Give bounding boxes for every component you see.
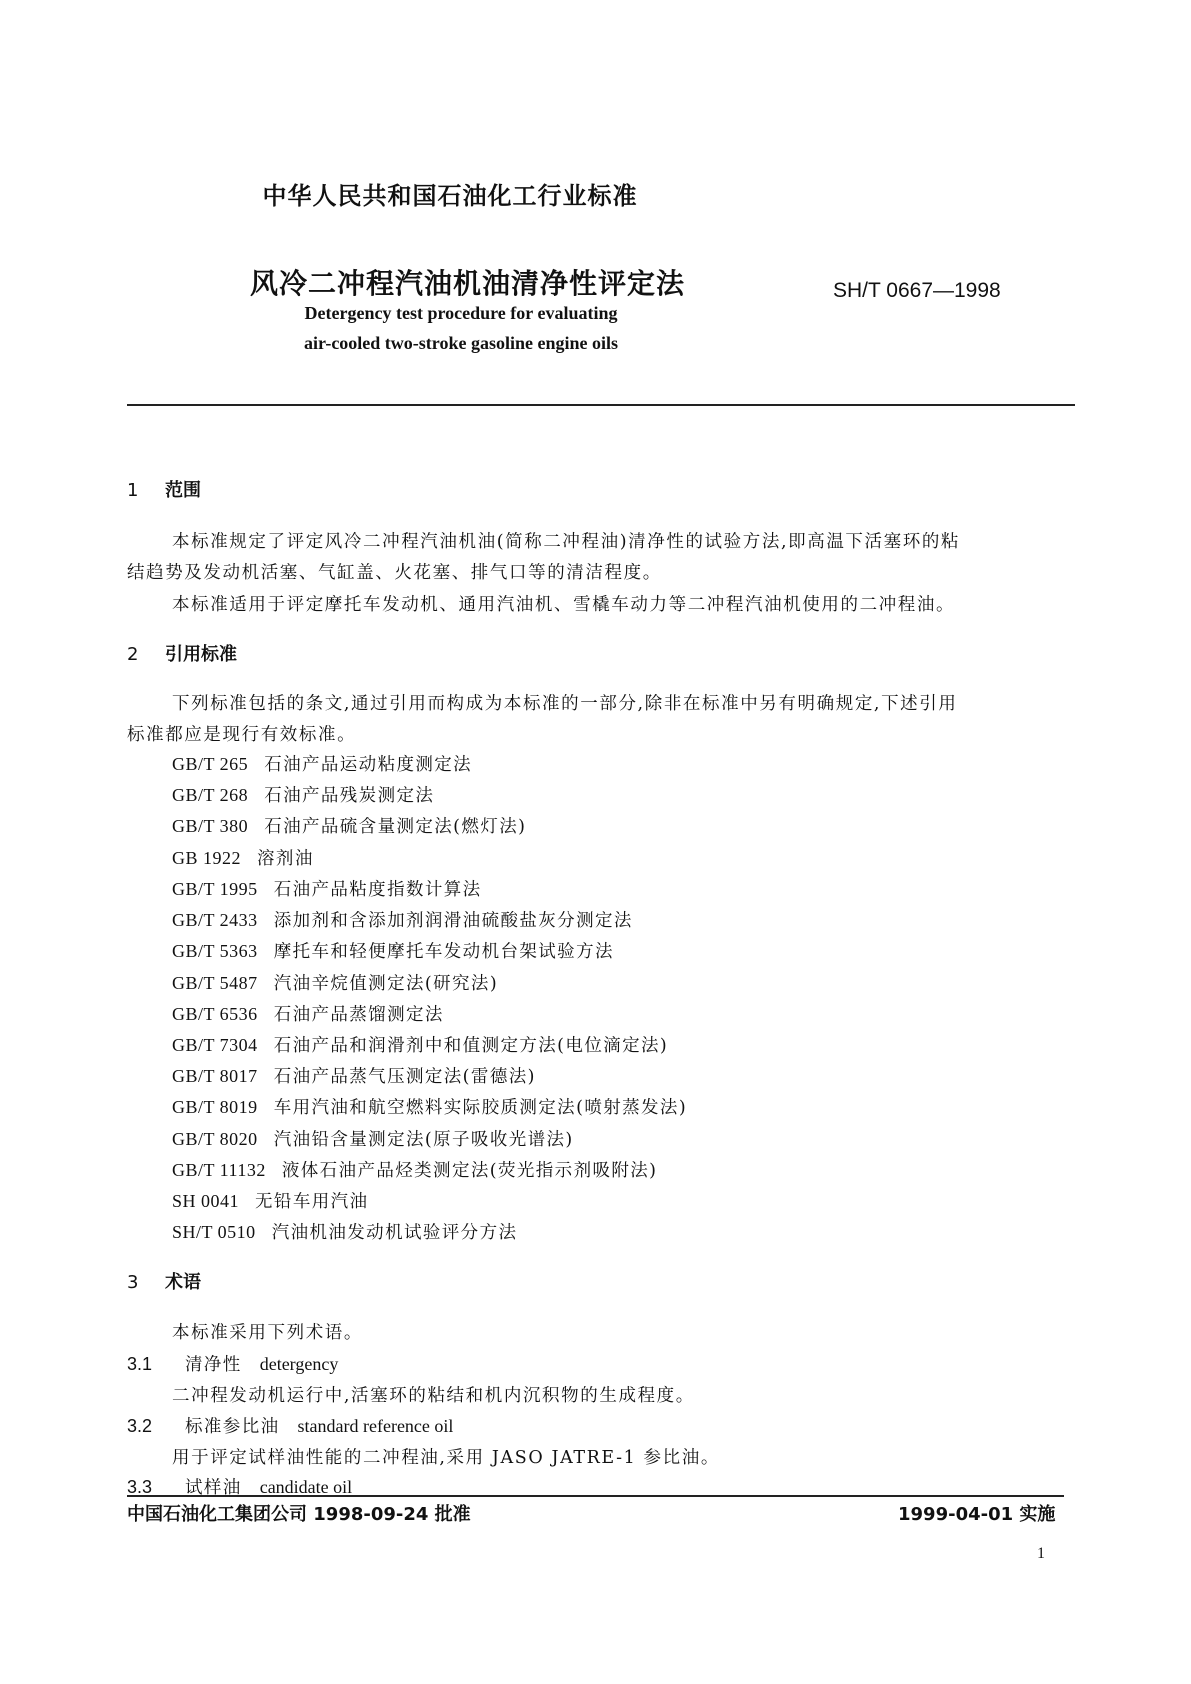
reference-title: 车用汽油和航空燃料实际胶质测定法(喷射蒸发法) <box>273 1098 688 1118</box>
section-title: 引用标准 <box>165 644 237 665</box>
reference-item <box>172 1001 444 1026</box>
reference-code: SH/T 0510 <box>172 1222 256 1242</box>
term-english: candidate oil <box>259 1477 353 1497</box>
reference-code: GB/T 7304 <box>172 1035 258 1055</box>
term-number: 3.3 <box>127 1477 153 1497</box>
section-number: 3 <box>127 1272 139 1293</box>
reference-title: 汽油机油发动机试验评分方法 <box>271 1223 518 1243</box>
reference-title: 石油产品运动粘度测定法 <box>264 755 473 775</box>
reference-title: 石油产品蒸气压测定法(雷德法) <box>273 1067 536 1087</box>
reference-code: GB/T 8019 <box>172 1097 258 1117</box>
scope-paragraph-1-line-2: 结趋势及发动机活塞、气缸盖、火花塞、排气口等的清洁程度。 <box>127 563 662 583</box>
reference-title: 石油产品粘度指数计算法 <box>273 880 482 900</box>
page-number: 1 <box>1037 1545 1045 1562</box>
term-chinese: 标准参比油 <box>185 1417 280 1437</box>
approval-line: 中国石油化工集团公司 1998-09-24 批准 <box>127 1504 471 1525</box>
reference-title: 石油产品蒸馏测定法 <box>273 1005 444 1025</box>
section-title: 范围 <box>165 480 201 501</box>
footer-rule <box>127 1495 1064 1497</box>
reference-code: GB/T 5363 <box>172 941 258 961</box>
reference-item <box>172 1094 687 1119</box>
standard-code: SH/T 0667—1998 <box>833 279 1001 302</box>
term-english: detergency <box>259 1354 339 1374</box>
reference-title: 石油产品残炭测定法 <box>264 786 435 806</box>
term-item <box>127 1351 338 1376</box>
term-chinese: 试样油 <box>185 1478 242 1498</box>
reference-code: GB/T 380 <box>172 816 249 836</box>
reference-item <box>172 1126 574 1151</box>
reference-title: 液体石油产品烃类测定法(荧光指示剂吸附法) <box>281 1161 658 1181</box>
section-number: 1 <box>127 480 139 501</box>
reference-item <box>172 1032 668 1057</box>
reference-code: SH 0041 <box>172 1191 240 1211</box>
reference-item <box>172 1157 657 1182</box>
refs-intro-line-1: 下列标准包括的条文,通过引用而构成为本标准的一部分,除非在标准中另有明确规定,下述引用 <box>172 694 958 714</box>
reference-item <box>172 1219 517 1244</box>
section-title: 术语 <box>165 1272 201 1293</box>
refs-intro-line-2: 标准都应是现行有效标准。 <box>127 725 357 745</box>
reference-title: 石油产品硫含量测定法(燃灯法) <box>264 817 527 837</box>
reference-item <box>172 845 314 870</box>
reference-code: GB/T 11132 <box>172 1160 266 1180</box>
issuer-title: 中华人民共和国石油化工行业标准 <box>262 182 638 210</box>
reference-title: 摩托车和轻便摩托车发动机台架试验方法 <box>273 942 614 962</box>
term-number: 3.2 <box>127 1416 153 1436</box>
term-definition: 用于评定试样油性能的二冲程油,采用 JASO JATRE-1 参比油。 <box>172 1448 720 1468</box>
header-rule <box>127 404 1075 406</box>
reference-item <box>172 876 482 901</box>
reference-item <box>172 938 614 963</box>
reference-item <box>172 782 434 807</box>
reference-title: 溶剂油 <box>257 849 314 869</box>
reference-item <box>172 813 526 838</box>
reference-title: 无铅车用汽油 <box>255 1192 369 1212</box>
reference-item <box>172 970 498 995</box>
terms-intro: 本标准采用下列术语。 <box>172 1323 363 1343</box>
reference-code: GB 1922 <box>172 848 242 868</box>
section-1-heading <box>127 476 201 502</box>
reference-item <box>172 907 633 932</box>
reference-code: GB/T 8017 <box>172 1066 258 1086</box>
reference-title: 汽油铅含量测定法(原子吸收光谱法) <box>273 1130 574 1150</box>
term-item <box>127 1413 453 1438</box>
reference-title: 添加剂和含添加剂润滑油硫酸盐灰分测定法 <box>273 911 633 931</box>
section-3-heading <box>127 1268 201 1294</box>
reference-title: 石油产品和润滑剂中和值测定方法(电位滴定法) <box>273 1036 669 1056</box>
scope-paragraph-2: 本标准适用于评定摩托车发动机、通用汽油机、雪橇车动力等二冲程汽油机使用的二冲程油。 <box>172 595 956 615</box>
reference-code: GB/T 1995 <box>172 879 258 899</box>
scope-paragraph-1-line-1: 本标准规定了评定风冷二冲程汽油机油(简称二冲程油)清净性的试验方法,即高温下活塞环的粘 <box>172 532 961 552</box>
reference-code: GB/T 268 <box>172 785 249 805</box>
reference-code: GB/T 8020 <box>172 1129 258 1149</box>
term-chinese: 清净性 <box>185 1355 242 1375</box>
reference-code: GB/T 5487 <box>172 973 258 993</box>
effective-date: 1999-04-01 实施 <box>898 1504 1056 1525</box>
reference-code: GB/T 6536 <box>172 1004 258 1024</box>
term-english: standard reference oil <box>297 1416 454 1436</box>
section-number: 2 <box>127 644 139 665</box>
reference-code: GB/T 2433 <box>172 910 258 930</box>
term-number: 3.1 <box>127 1354 153 1374</box>
section-2-heading <box>127 640 237 666</box>
reference-item <box>172 1063 536 1088</box>
term-definition: 二冲程发动机运行中,活塞环的粘结和机内沉积物的生成程度。 <box>172 1386 695 1406</box>
document-title: 风冷二冲程汽油机油清净性评定法 <box>250 267 686 300</box>
reference-item <box>172 751 472 776</box>
english-title-line-2: air-cooled two-stroke gasoline engine oils <box>304 333 618 353</box>
reference-code: GB/T 265 <box>172 754 249 774</box>
english-title-line-1: Detergency test procedure for evaluating <box>304 303 618 323</box>
reference-title: 汽油辛烷值测定法(研究法) <box>273 974 499 994</box>
reference-item <box>172 1188 368 1213</box>
